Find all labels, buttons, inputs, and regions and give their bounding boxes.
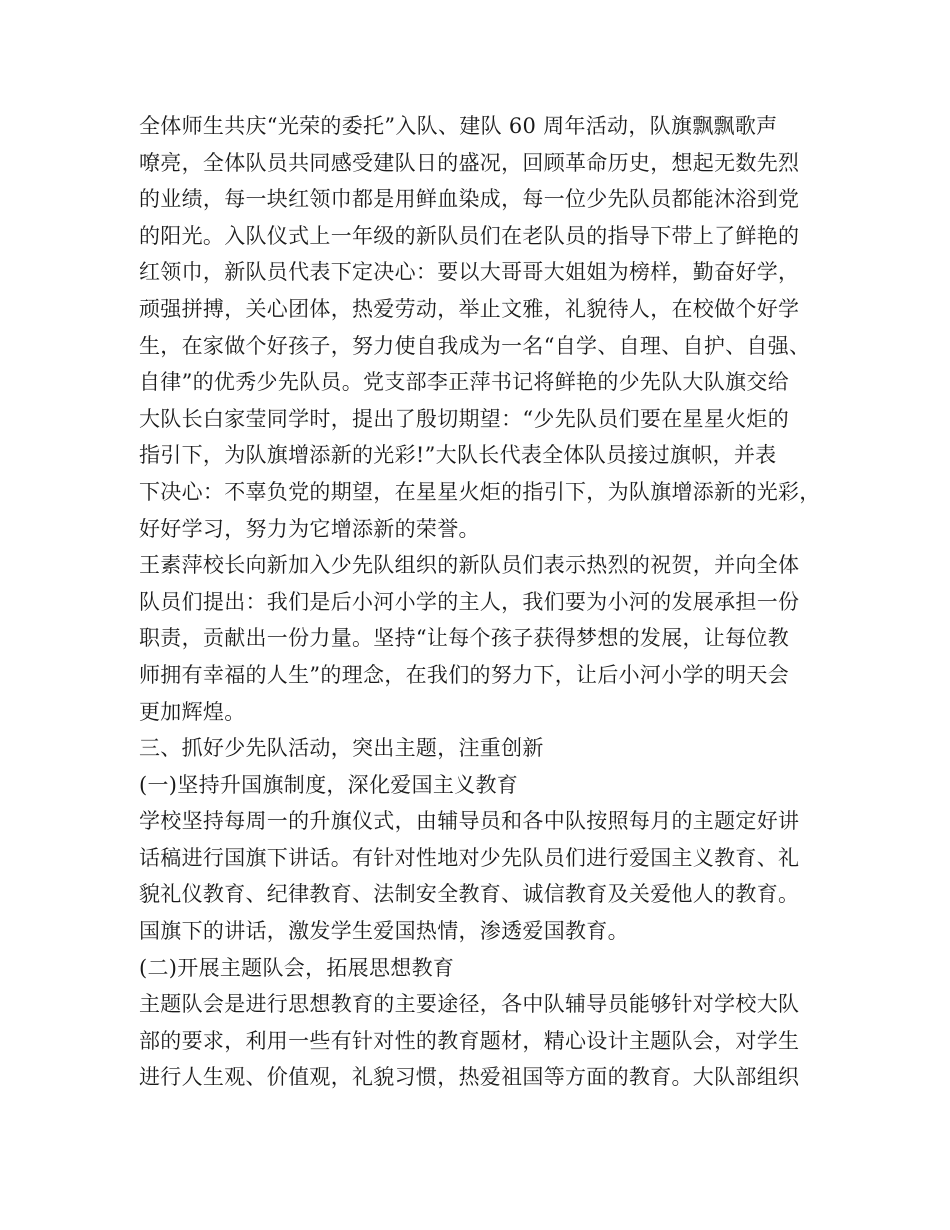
text-line: 好好学习，努力为它增添新的荣誉。 xyxy=(139,516,480,541)
text-line: 大队长白家莹同学时，提出了殷切期望：“少先队员们要在星星火炬的 xyxy=(139,406,790,431)
text-line: 指引下，为队旗增添新的光彩!”大队长代表全体队员接过旗帜，并表 xyxy=(139,443,777,468)
text-line: 主题队会是进行思想教育的主要途径，各中队辅导员能够针对学校大队 xyxy=(139,992,800,1017)
text-line: 队员们提出：我们是后小河小学的主人，我们要为小河的发展承担一份 xyxy=(139,589,800,614)
text-line: 自律”的优秀少先队员。党支部李正萍书记将鲜艳的少先队大队旗交给 xyxy=(139,370,790,395)
text-line: 嘹亮，全体队员共同感受建队日的盛况，回顾革命历史，想起无数先烈 xyxy=(139,150,800,175)
subsection-heading: (二)开展主题队会，拓展思想教育 xyxy=(139,955,455,980)
text-line: 职责，贡献出一份力量。坚持“让每个孩子获得梦想的发展，让每位教 xyxy=(139,626,790,651)
text-line: 下决心：不辜负党的期望，在星星火炬的指引下，为队旗增添新的光彩， xyxy=(139,479,821,504)
text-line: 生，在家做个好孩子，努力使自我成为一名“自学、自理、自护、自强、 xyxy=(139,333,811,358)
document-body xyxy=(139,108,829,1096)
subsection-heading: (一)坚持升国旗制度，深化爱国主义教育 xyxy=(139,772,519,797)
text-line: 的业绩，每一块红领巾都是用鲜血染成，每一位少先队员都能沐浴到党 xyxy=(139,187,800,212)
text-line: 进行人生观、价值观，礼貌习惯，热爱祖国等方面的教育。大队部组织 xyxy=(139,1065,800,1090)
text-line: 话稿进行国旗下讲话。有针对性地对少先队员们进行爱国主义教育、礼 xyxy=(139,845,800,870)
text-line: 顽强拼搏，关心团体，热爱劳动，举止文雅，礼貌待人，在校做个好学 xyxy=(139,296,800,321)
text-line: 国旗下的讲话，激发学生爱国热情，渗透爱国教育。 xyxy=(139,919,629,944)
text-line: 师拥有幸福的人生”的理念，在我们的努力下，让后小河小学的明天会 xyxy=(139,662,790,687)
section-heading: 三、抓好少先队活动，突出主题，注重创新 xyxy=(139,736,544,761)
text-line: 全体师生共庆“光荣的委托”入队、建队 60 周年活动，队旗飘飘歌声 xyxy=(139,114,778,138)
text-line: 部的要求，利用一些有针对性的教育题材，精心设计主题队会，对学生 xyxy=(139,1028,800,1053)
text-line: 貌礼仪教育、纪律教育、法制安全教育、诚信教育及关爱他人的教育。 xyxy=(139,882,800,907)
text-line: 王素萍校长向新加入少先队组织的新队员们表示热烈的祝贺，并向全体 xyxy=(139,553,800,578)
text-line: 的阳光。入队仪式上一年级的新队员们在老队员的指导下带上了鲜艳的 xyxy=(139,223,800,248)
text-line: 学校坚持每周一的升旗仪式，由辅导员和各中队按照每月的主题定好讲 xyxy=(139,809,800,834)
text-line: 红领巾，新队员代表下定决心：要以大哥哥大姐姐为榜样，勤奋好学， xyxy=(139,260,800,285)
text-line: 更加辉煌。 xyxy=(139,699,246,724)
